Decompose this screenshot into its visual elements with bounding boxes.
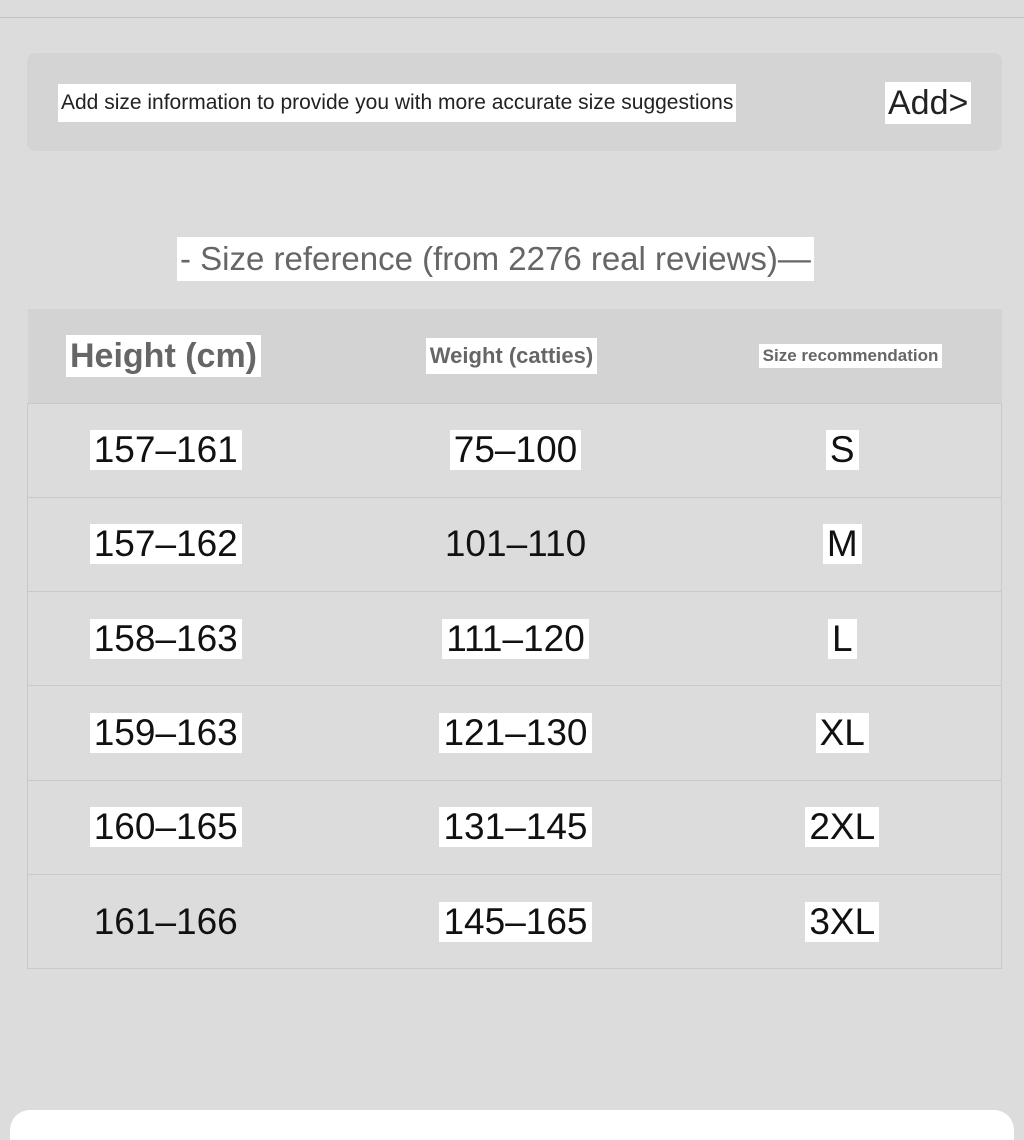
size-cell: 3XL (805, 902, 879, 942)
table-row (28, 403, 1002, 497)
weight-cell: 121–130 (439, 713, 591, 753)
size-info-prompt: Add size information to provide you with more accurate size suggestions (58, 84, 736, 122)
size-cell: XL (816, 713, 869, 753)
size-cell: S (826, 430, 859, 470)
weight-cell: 111–120 (442, 619, 589, 659)
top-divider (0, 17, 1024, 18)
header-size (680, 309, 1002, 403)
height-cell: 157–161 (90, 430, 242, 470)
weight-cell: 145–165 (439, 902, 591, 942)
weight-cell: 131–145 (439, 807, 591, 847)
table-row (28, 497, 1002, 591)
add-size-button[interactable]: Add> (885, 82, 971, 124)
table-row (28, 874, 1002, 968)
height-cell: 160–165 (90, 807, 242, 847)
table-row (28, 780, 1002, 874)
table-row (28, 686, 1002, 780)
header-weight-label: Weight (catties) (426, 338, 597, 374)
size-cell: M (823, 524, 862, 564)
height-cell: 161–166 (93, 900, 238, 942)
size-reference-table (27, 309, 1002, 969)
height-cell: 158–163 (90, 619, 242, 659)
header-weight (354, 309, 680, 403)
size-reference-title: - Size reference (from 2276 real reviews)— (177, 237, 814, 281)
height-cell: 157–162 (90, 524, 242, 564)
table-row (28, 592, 1002, 686)
size-cell: 2XL (805, 807, 879, 847)
size-cell: L (828, 619, 857, 659)
header-height-label: Height (cm) (66, 335, 261, 377)
weight-cell: 75–100 (450, 430, 581, 470)
header-height (28, 309, 354, 403)
header-size-label: Size recommendation (759, 344, 943, 368)
weight-cell: 101–110 (444, 523, 587, 565)
table-header-row (28, 309, 1002, 403)
height-cell: 159–163 (90, 713, 242, 753)
